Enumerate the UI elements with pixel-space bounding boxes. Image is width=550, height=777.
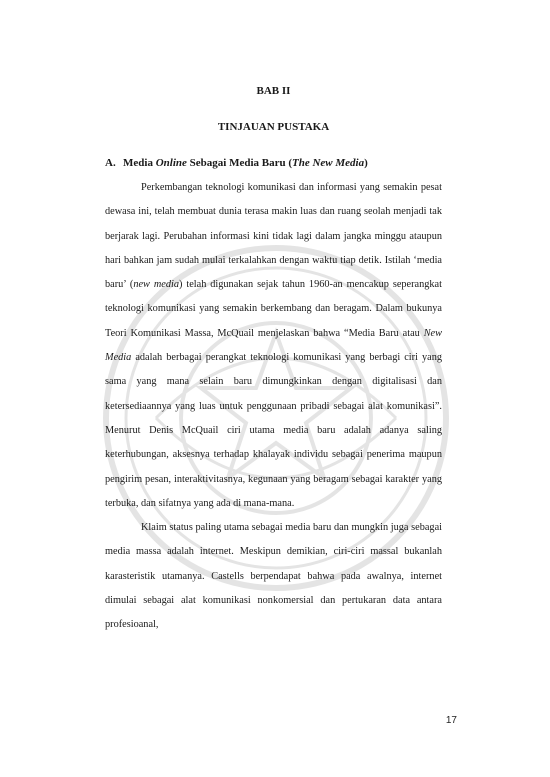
section-number: A. [105, 157, 116, 169]
paragraph-2: Klaim status paling utama sebagai media baru dan mungkin juga sebagai media massa adalah internet. Meskipun demikian, ciri-ciri massal bukanlah karasteristik utamanya. Castells berpendapat bahwa pada awalnya, internet dimulai sebagai alat komunikasi nonkomersial dan pertukaran data antara profesioanal, [105, 522, 442, 631]
section-title-suffix: ) [364, 157, 368, 169]
paragraph-1-italic-1: new media [133, 279, 179, 291]
page-number: 17 [445, 715, 457, 726]
body-text [105, 176, 442, 638]
paragraph-1-part-3: adalah berbagai perangkat teknologi komunikasi yang berbagi ciri yang sama yang mana selain baru dimungkinkan dengan digitalisasi dan ketersediaannya yang luas untuk penggunaan pribadi sebagai alat komunikasi”. Menurut Denis McQuail ciri utama media baru adalah adanya saling keterhubungan, aksesnya terhadap khalayak individu sebagai penerima maupun pengirim pesan, interaktivitasnya, kegunaan yang beragam sebagai karakter yang terbuka, dan sifatnya yang ada di mana-mana. [105, 352, 442, 509]
section-title-italic: Online [155, 157, 187, 169]
paragraph-1-italic-2: New Media [105, 327, 442, 364]
paragraph-1 [105, 176, 442, 516]
chapter-label: BAB II [256, 85, 291, 97]
page-content [105, 72, 442, 638]
section-title [123, 156, 368, 170]
section-title-middle: Sebagai Media Baru ( [186, 157, 293, 169]
paragraph-1-part-2: ) telah digunakan sejak tahun 1960-an mencakup seperangkat teknologi komunikasi yang semakin berkembang dan beragam. Dalam bukunya Teori Komunikasi Massa, McQuail menjelaskan bahwa “Media Baru atau [105, 279, 442, 339]
section-heading [105, 156, 442, 170]
chapter-title: TINJAUAN PUSTAKA [217, 121, 330, 133]
paragraph-1-part-1: Perkembangan teknologi komunikasi dan informasi yang semakin pesat dewasa ini, telah membuat dunia terasa makin luas dan ruang seolah menjadi tak berjarak lagi. Perubahan informasi kini tidak lagi dalam jangka minggu ataupun hari bahkan jam sudah mulai terkalahkan dengan waktu tiap detik. Istilah ‘media baru’ ( [105, 182, 442, 291]
section-title-italic-2: The New Media [292, 157, 365, 169]
section-title-prefix: Media [123, 157, 156, 169]
